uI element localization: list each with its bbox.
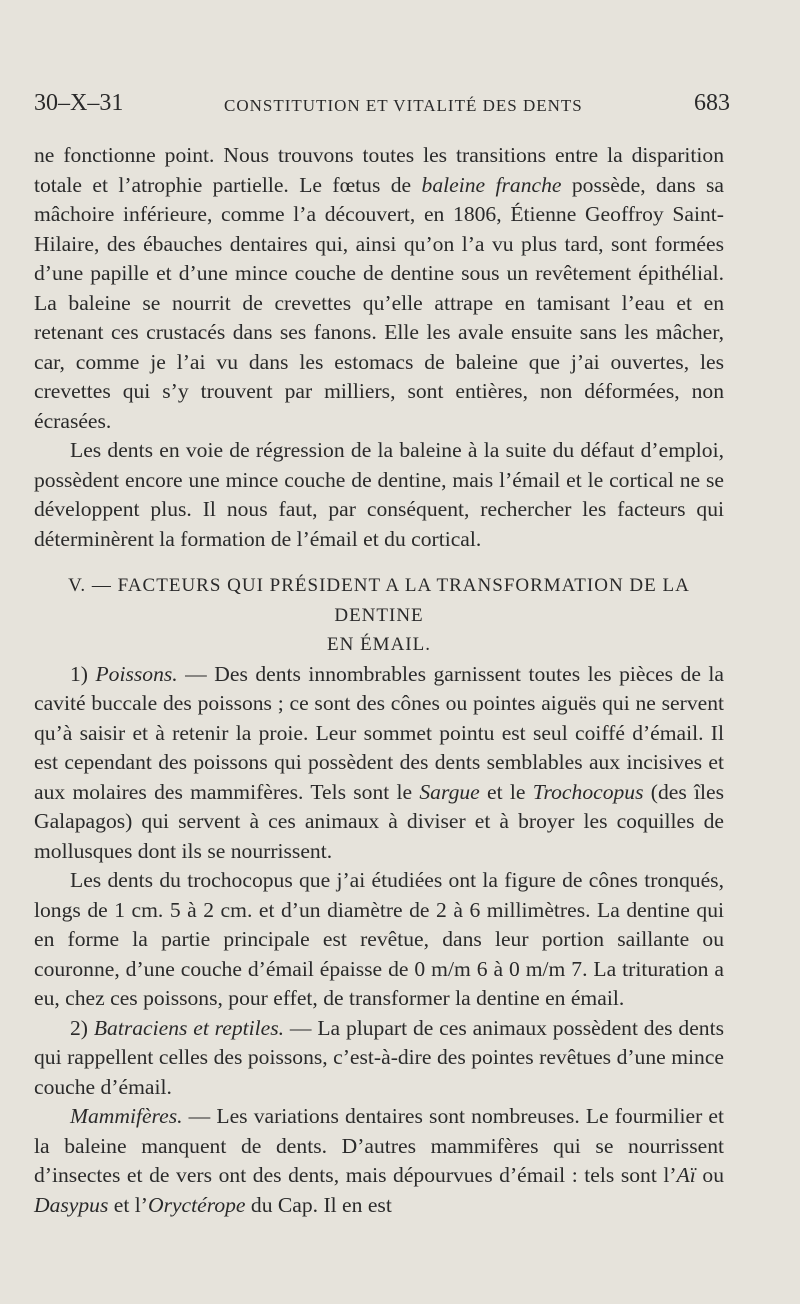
paragraph-1 xyxy=(34,141,724,436)
body-text xyxy=(34,141,724,1220)
paragraph-6 xyxy=(34,1102,724,1220)
italic-term: Oryctérope xyxy=(147,1192,246,1217)
italic-term: Mammifères. xyxy=(70,1104,183,1128)
paragraph-4 xyxy=(34,866,724,1014)
text-run: . La trituration a eu, chez ces poissons, pour effet, de transformer la dentine en émail. xyxy=(34,956,725,1010)
paragraph-2: Les dents en voie de régression de la baleine à la suite du défaut d’emploi, possèdent encore une mince couche de dentine, mais l’émail et le cortical ne se développent plus. Il nous faut, par conséquent, rechercher les facteurs qui déterminèrent la formation de l’émail et du cortical. xyxy=(34,438,724,551)
text-run: ou xyxy=(695,1163,724,1187)
italic-term: Batraciens et reptiles. xyxy=(93,1015,285,1040)
measurement: 0 m/m 6 xyxy=(414,956,488,981)
italic-term: Trochocopus xyxy=(532,779,644,804)
paragraph-5 xyxy=(34,1014,724,1103)
italic-term: Poissons. xyxy=(95,661,178,686)
item-number: 1) xyxy=(70,661,96,686)
item-number: 2) xyxy=(70,1015,94,1040)
section-heading xyxy=(34,571,724,660)
italic-term: Aï xyxy=(676,1163,696,1187)
text-run: du Cap. Il en est xyxy=(245,1192,392,1217)
text-run: (des îles Galapagos) qui servent à ces animaux à diviser et à broyer les coquilles de mollusques dont ils se nourrissent. xyxy=(34,779,724,863)
text-run: ne fonctionne point. Nous trouvons toutes les transitions entre la disparition totale et l’atrophie partielle. Le fœtus de xyxy=(34,143,724,197)
text-run: possède, dans sa mâchoire inférieure, comme l’a découvert, en 1806, Étienne Geoffroy Saint-Hilaire, des ébauches dentaires qui, ainsi qu’on l’a vu plus tard, sont formées d’une papille et d’une mince couche de dentine sous un revêtement épithélial. La baleine se nourrit de crevettes qu’elle attrape en tamisant l’eau et en retenant ces crustacés dans ses fanons. Elle les avale ensuite sans les mâcher, car, comme je l’ai vu dans les estomacs de baleine que j’ai ouvertes, les crevettes qui s’y trouvent par milliers, sont entières, non déformées, non écrasées. xyxy=(34,172,724,433)
measurement: 0 m/m 7 xyxy=(508,956,583,981)
paragraph-3 xyxy=(34,660,724,867)
running-title: CONSTITUTION ET VITALITÉ DES DENTS xyxy=(224,96,583,115)
text-run: Les dents du trochocopus que j’ai étudiées ont la figure de cônes tronqués, longs de 1 cm. 5 à 2 cm. et d’un diamètre de 2 à 6 millimètres. La dentine qui en forme la partie principale est revêtue, dans leur portion saillante ou couronne, d’une couche d’émail épaisse de xyxy=(34,868,724,981)
text-run: à xyxy=(487,956,509,981)
section-heading-line-2: EN ÉMAIL. xyxy=(327,634,431,655)
italic-term: baleine franche xyxy=(421,172,562,197)
text-run: et l’ xyxy=(108,1192,148,1217)
section-heading-line-1: V. — FACTEURS QUI PRÉSIDENT A LA TRANSFORMATION DE LA DENTINE xyxy=(68,575,690,626)
text-run: — Des dents innombrables garnissent toutes les pièces de la cavité buccale des poissons ; ce sont des cônes ou pointes aiguës qui ne servent qu’à saisir et à retenir la proie. Leur sommet pointu est seul coiffé d’émail. Il est cependant des poissons qui possèdent des dents semblables aux incisives et aux molaires des mammifères. Tels sont le xyxy=(34,661,724,804)
text-run: — La plupart de ces animaux possèdent des dents qui rappellent celles des poissons, c’est-à-dire des pointes revêtues d’une mince couche d’émail. xyxy=(34,1015,724,1099)
text-run: et le xyxy=(479,779,533,804)
italic-term: Dasypus xyxy=(34,1192,109,1217)
text-run: — Les variations dentaires sont nombreuses. Le fourmilier et la baleine manquent de dents. D’autres mammifères qui se nourrissent d’insectes et de vers ont des dents, mais dépourvues d’émail : tels sont l’ xyxy=(34,1104,724,1187)
running-header xyxy=(34,90,730,126)
header-date: 30–X–31 xyxy=(34,90,124,116)
italic-term: Sargue xyxy=(419,779,480,804)
page-number: 683 xyxy=(694,90,730,116)
